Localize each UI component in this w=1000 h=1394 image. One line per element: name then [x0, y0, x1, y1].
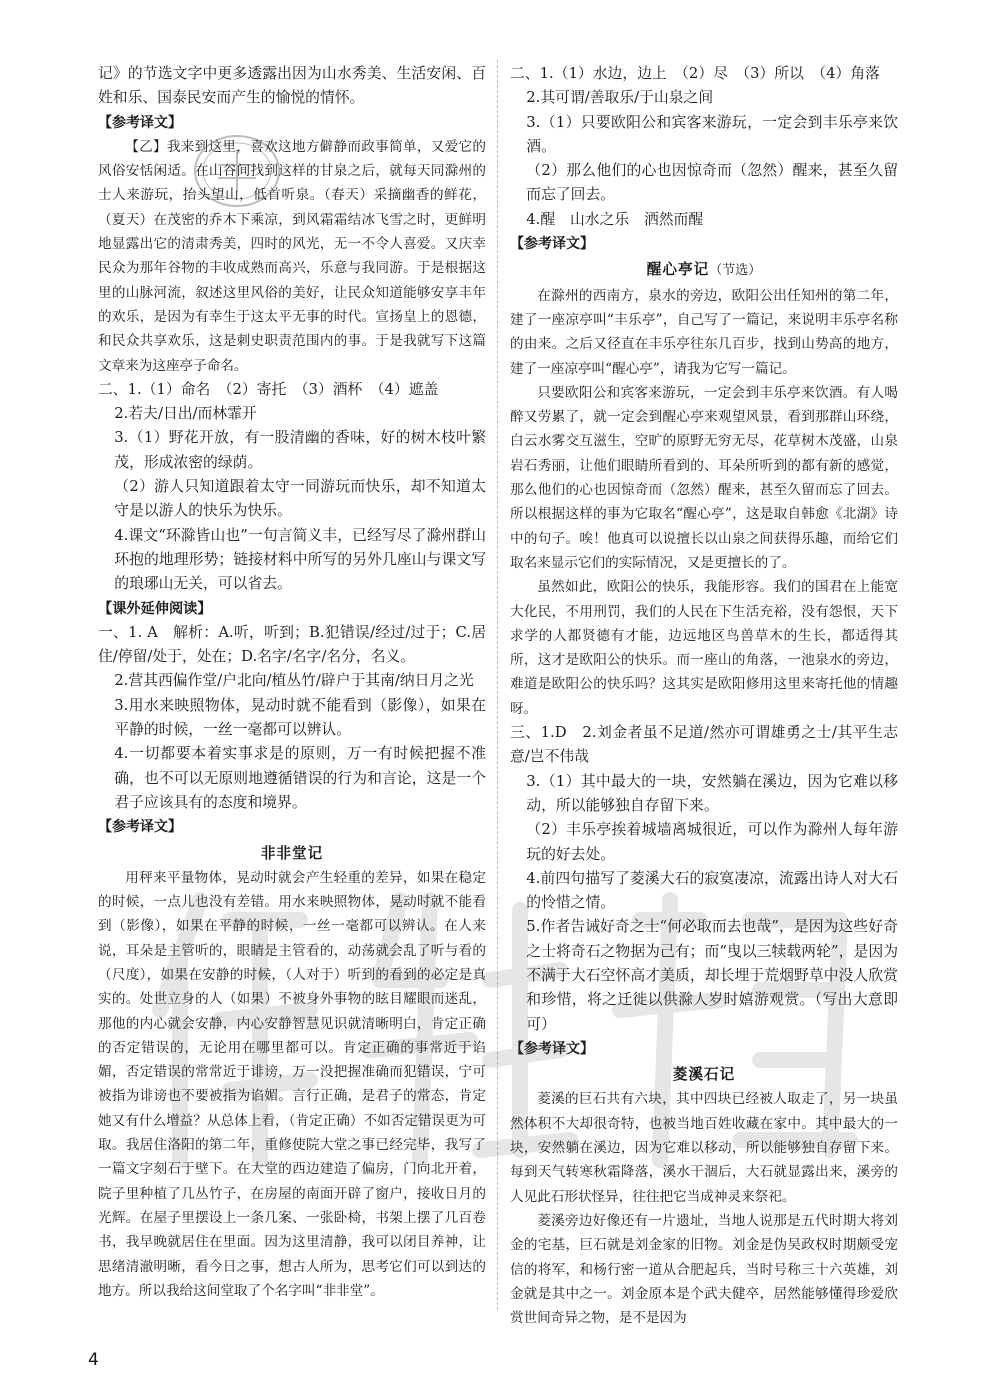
answer-r-1: 二、1.（1）水边，边上 （2）尽 （3）所以 （4）角落: [510, 65, 880, 82]
translation-yi-paragraph: 【乙】我来到这里，喜欢这地方僻静而政事简单，又爱它的风俗安恬闲适。在山谷间找到这样的甘泉之后，就每天同滁州的士人来游玩，抬头望山，低首听泉。（春天）采摘幽香的鲜花，（夏天）在茂密的乔木下乘凉，到风霜霜结冰飞雪之时，更鲜明地显露出它的清肃秀美，四时的风光，无一不令人喜爱。又庆幸民众为那年谷物的丰收成熟而高兴，乐意与我同游。于是根据这里的山脉河流，叙述这里风俗的美好，让民众知道能够安享丰年的欢乐，是因为有幸生于这太平无事的时代。宣扬皇上的恩德，和民众共享欢乐，这是刺史职责范围内的事。于是我就写下这篇文章来为这座亭子命名。: [98, 138, 486, 374]
extended-reading-heading: 【课外延伸阅读】: [98, 600, 212, 617]
lingxi-paragraph-2: 菱溪旁边好像还有一片遗址，当地人说那是五代时期大将刘金的宅基，巨石就是刘金家的旧物。刘金是伪吴政权时期颇受宠信的将军，和杨行密一道从合肥起兵，当时号称三十六英雄，刘金就是其中之一。刘金原本是个武夫健卒，居然能够懂得珍爱欣赏世间奇异之物，是不是因为: [510, 1212, 898, 1327]
xingxin-title-text: 醒心亭记: [646, 261, 710, 279]
answer-3-1-2: 三、1.D 2.刘金者虽不足道/然亦可谓雄勇之士/其平生志意/岂不伟哉: [510, 724, 898, 766]
answer-r-3b: （2）那么他们的心也因惊奇而（忽然）醒来，甚至久留而忘了回去。: [526, 162, 898, 204]
right-column: [510, 62, 898, 1330]
reference-translation-label-4: 【参考译文】: [510, 1040, 594, 1057]
answer-2-2: 2.若夫/日出/而林霏开: [114, 405, 257, 423]
lingxi-paragraph-1: 菱溪的巨石共有六块，其中四块已经被人取走了，另一块虽然体积不大却很奇特，也被当地百姓收藏在家中。其中最大的一块，安然躺在溪边，因为它难以移动，所以能够独自存留下来。每到天气转寒秋霜降落，溪水干涸后，大石就显露出来，溪旁的人见此石形状怪异，往往把它当成神灵来祭祀。: [510, 1091, 898, 1205]
answer-2-1: 二、1.（1）命名 （2）寄托 （3）酒杯 （4）遮盖: [98, 380, 439, 398]
answer-3-5: 5.作者告诫好奇之士“何必取而去也哉”，是因为这些好奇之士将奇石之物据为己有；而“曳以三犊载两轮”，是因为不满于大石空怀高才美质，却长埋于荒烟野草中没人欣赏和珍惜，将之迁徙以供滁人岁时嬉游观赏。（写出大意即可）: [526, 918, 898, 1033]
reference-translation-label-2: 【参考译文】: [98, 819, 182, 836]
xingxin-title-note: （节选）: [709, 263, 762, 279]
left-intro-paragraph: 记》的节选文字中更多透露出因为山水秀美、生活安闲、百姓和乐、国泰民安而产生的愉悦的情怀。: [98, 65, 486, 107]
ext-answer-1-2: 2.营其西偏作堂/户北向/植丛竹/辟户于其南/纳日月之光: [114, 672, 474, 690]
page-number: 4: [88, 1350, 99, 1370]
ext-answer-1-1: 一、1. A 解析：A.听，听到；B.犯错误/经过/过于；C.居住/停留/处于，处在；D.名字/名字/名分，名义。: [98, 623, 486, 666]
answer-3-3a: 3.（1）其中最大的一块，安然躺在溪边，因为它难以移动，所以能够独自存留下来。: [526, 772, 898, 814]
answer-2-4: 4.课文“环滁皆山也”一句言简义丰，已经写尽了滁州群山环抱的地理形势；链接材料中所写的另外几座山与课文写的琅琊山无关，可以省去。: [114, 526, 486, 593]
xingxin-pavilion-title: [510, 258, 898, 283]
xingxin-paragraph-3: 虽然如此，欧阳公的快乐，我能形容。我们的国君在上能宽大化民，不用刑罚，我们的人民在下生活充裕，没有怨恨，天下求学的人都贤德有才能，边远地区鸟兽草木的生长，都适得其所，这才是欧阳公的快乐。而一座山的角落，一池泉水的旁边，难道是欧阳公的快乐吗？这其实是欧阳修用这里来寄托他的情趣呀。: [510, 579, 898, 717]
answer-r-3a: 3.（1）只要欧阳公和宾客来游玩，一定会到丰乐亭来饮酒。: [526, 113, 898, 155]
answer-r-2: 2.其可谓/善取乐/于山泉之间: [526, 89, 714, 107]
xingxin-paragraph-1: 在滁州的西南方，泉水的旁边，欧阳公出任知州的第二年，建了一座凉亭叫“丰乐亭”，自己写了一篇记，来说明丰乐亭名称的由来。之后又径直在丰乐亭往东几百步，找到山势高的地方，建了一座凉亭叫“醒心亭”，请我为它写一篇记。: [510, 287, 898, 377]
ext-answer-1-4: 4.一切都要本着实事求是的原则，万一有时候把握不准确，也不可以无原则地遵循错误的行为和言论，这是一个君子应该具有的态度和境界。: [114, 745, 486, 811]
reference-translation-label: 【参考译文】: [98, 114, 182, 131]
xingxin-paragraph-2: 只要欧阳公和宾客来游玩，一定会到丰乐亭来饮酒。有人喝醉又劳累了，就一定会到醒心亭来观望风景，看到那群山环绕，白云水雾交互滋生，空旷的原野无穷无尽，花草树木茂盛，山泉岩石秀丽，让他们眼睛所看到的、耳朵所听到的都有新的感觉，那么他们的心也因惊奇而（忽然）醒来，甚至久留而忘了回去。所以根据这样的事为它取名“醒心亭”，这是取自韩愈《北湖》诗中的句子。唉！他真可以说擅长以山泉之间获得乐趣，而给它们取名来显示它们的实际情况，又是更擅长的了。: [510, 384, 898, 571]
answer-2-3b: （2）游人只知道跟着太守一同游玩而快乐，却不知道太守是以游人的快乐为快乐。: [114, 478, 486, 520]
answer-3-4: 4.前四句描写了菱溪大石的寂寞凄凉，流露出诗人对大石的怜惜之情。: [526, 869, 898, 912]
feifei-hall-translation: 用秤来平量物体，晃动时就会产生轻重的差异，如果在稳定的时候，一点儿也没有差错。用水来映照物体，晃动时就不能看到（影像），如果在平静的时候，一丝一毫都可以辨认。在人来说，耳朵是主管听的，眼睛是主管看的，动荡就会乱了听与看的（尺度），如果在安静的时候，（人对于）听到的看到的必定是真实的。处世立身的人（如果）不被身外事物的眩目耀眼而迷乱，那他的内心就会安静，内心安静智慧见识就清晰明白，肯定正确的否定错误的，无论用在哪里都可以。肯定正确的事常近于谄媚，否定错误的常常近于诽谤，万一没把握准确而犯错误，宁可被指为诽谤也不要被指为谄媚。言行正确，是君子的常态，肯定她又有什么增益？从总体上看，（肯定正确）不如否定错误更为可取。我居住洛阳的第二年，重修使院大堂之事已经完毕，我写了一篇文字刻石于壁下。在大堂的西边建造了偏房，门向北开着，院子里种植了几丛竹子，在房屋的南面开辟了窗户，接收日月的光辉。在屋子里摆设上一条几案、一张卧椅，书架上摆了几百卷书，我早晚就居住在里面。因为这里清静，我可以闭目养神，让思绪清澈明晰，看今日之事，想古人所为，思考它们可以到达的地方。所以我给这间堂取了个名字叫“非非堂”。: [98, 869, 486, 1299]
left-column: [98, 62, 486, 1303]
answer-r-4: 4.醒 山水之乐 洒然而醒: [526, 210, 704, 228]
reference-translation-label-3: 【参考译文】: [510, 236, 594, 253]
answer-2-3a: 3.（1）野花开放，有一股清幽的香味，好的树木枝叶繁茂，形成浓密的绿荫。: [114, 429, 486, 471]
lingxi-stone-title: 菱溪石记: [672, 1066, 736, 1084]
feifei-hall-title: 非非堂记: [260, 844, 324, 862]
column-divider: [497, 60, 498, 1310]
answer-3-3b: （2）丰乐亭挨着城墙离城很近，可以作为滁州人每年游玩的好去处。: [526, 821, 898, 863]
ext-answer-1-3: 3.用水来映照物体，晃动时就不能看到（影像），如果在平静的时候，一丝一毫都可以辨认。: [114, 696, 486, 739]
